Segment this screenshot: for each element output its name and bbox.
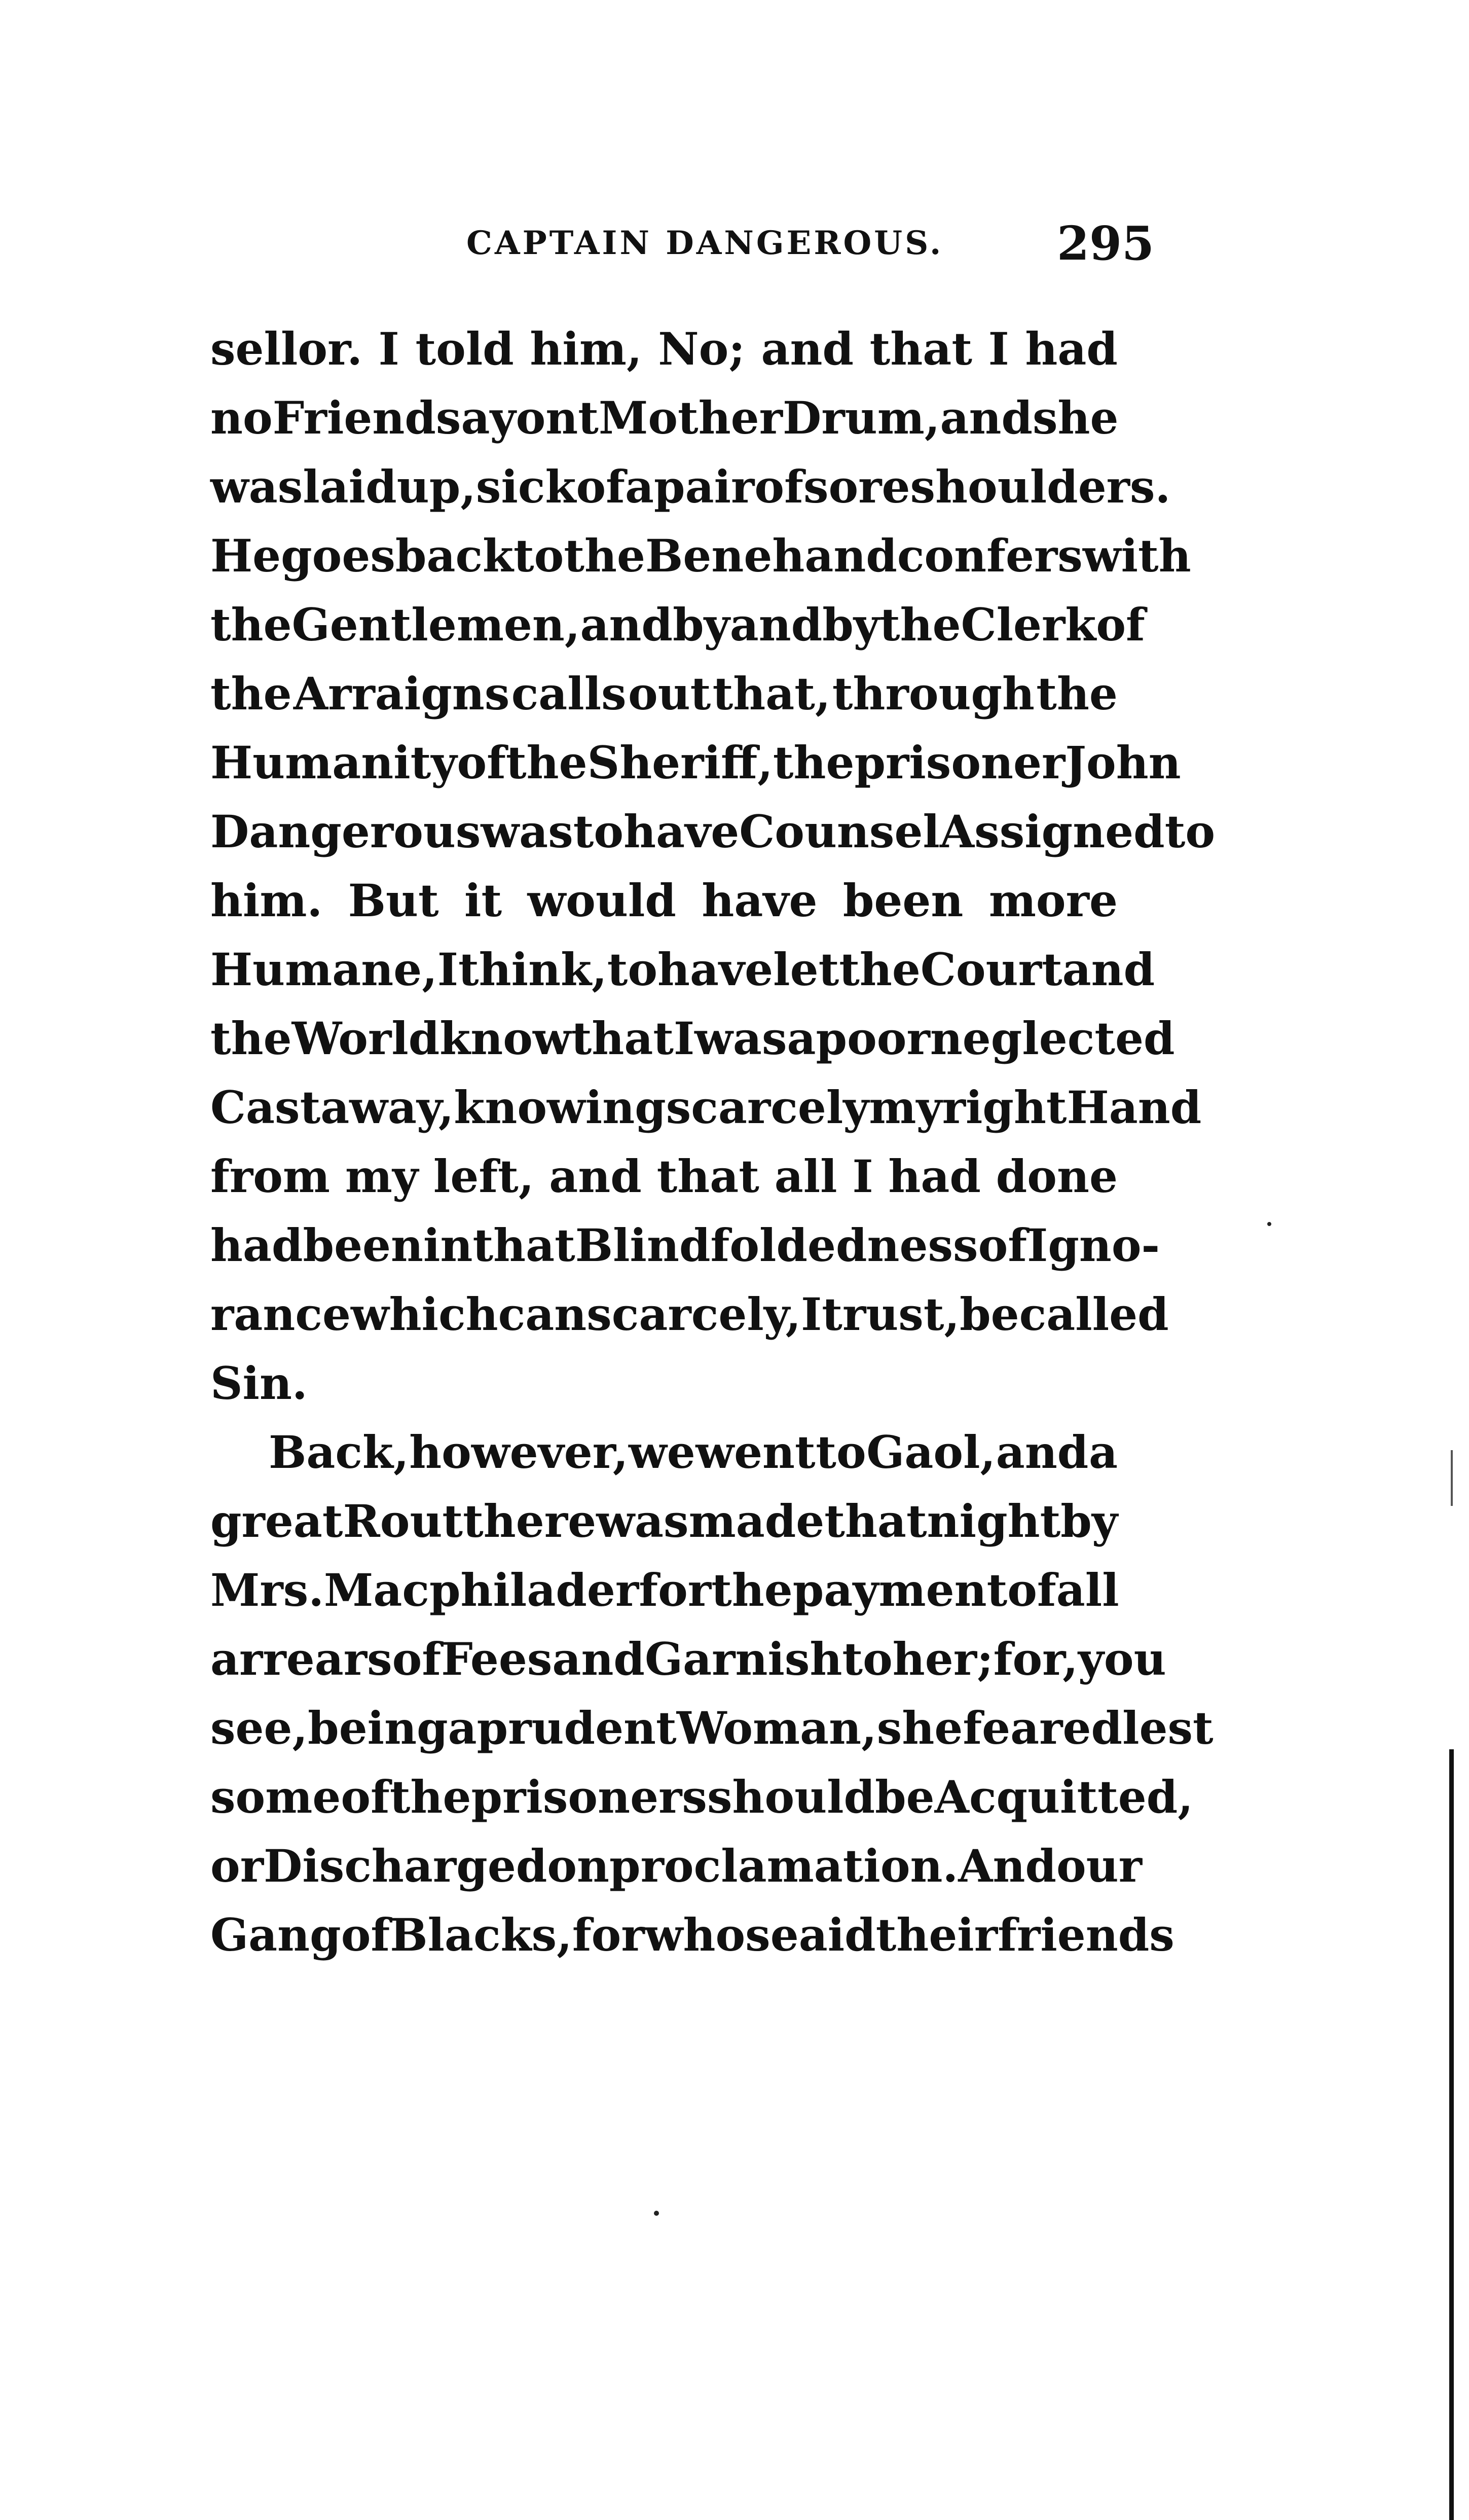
- word: the: [210, 667, 292, 720]
- page-header: [0, 215, 1469, 271]
- word: the: [879, 598, 961, 651]
- word: him,: [530, 322, 642, 375]
- word: a: [448, 1702, 477, 1754]
- word: Mother: [598, 391, 783, 444]
- word: all: [1056, 1564, 1119, 1616]
- word: Discharged: [264, 1840, 547, 1892]
- text-line: [210, 866, 1118, 935]
- word: shoulders.: [910, 460, 1171, 513]
- word: to: [1164, 805, 1216, 858]
- word: that: [472, 1219, 575, 1272]
- word: He: [210, 529, 281, 582]
- word: ayont: [461, 391, 599, 444]
- word: and: [940, 391, 1033, 444]
- word: Beneh: [645, 529, 805, 582]
- text-line: [210, 314, 1118, 383]
- word: of: [392, 1633, 442, 1685]
- word: Arraigns: [293, 667, 510, 720]
- word: to: [842, 1633, 893, 1685]
- word: a: [625, 460, 654, 513]
- word: Gaol,: [866, 1426, 996, 1479]
- word: Garnish: [644, 1633, 842, 1685]
- word: and: [804, 529, 897, 582]
- word: Humanity: [210, 736, 457, 789]
- word: by: [822, 598, 879, 651]
- word: friends: [998, 1909, 1174, 1961]
- word: for: [572, 1909, 645, 1961]
- word: was: [481, 805, 573, 858]
- text-line: [210, 1004, 1175, 1073]
- word: she: [1032, 391, 1119, 444]
- text-line: [210, 1694, 1214, 1762]
- text-line: [210, 1900, 1174, 1969]
- word: that,: [712, 667, 831, 720]
- word: laid: [303, 460, 397, 513]
- word: And: [958, 1840, 1056, 1892]
- word: feared: [963, 1702, 1123, 1754]
- word: the: [210, 598, 292, 651]
- word: sore: [803, 460, 910, 513]
- word: by: [1060, 1495, 1118, 1547]
- word: from: [210, 1150, 330, 1203]
- word: the: [506, 736, 587, 789]
- word: some: [210, 1771, 341, 1823]
- word: which: [350, 1288, 498, 1341]
- word: prisoner: [854, 736, 1066, 789]
- word: been: [842, 874, 964, 927]
- running-title: CAPTAIN DANGEROUS.: [466, 224, 944, 262]
- word: was: [596, 1495, 689, 1547]
- word: whose: [644, 1909, 799, 1961]
- body-text: [210, 314, 1216, 1969]
- word: had: [210, 1219, 303, 1272]
- word: of: [576, 460, 625, 513]
- word: that: [869, 322, 972, 375]
- text-line: [210, 1349, 1118, 1418]
- text-line: [210, 935, 1155, 1004]
- word: and: [549, 1150, 642, 1203]
- word: pair: [654, 460, 755, 513]
- word: in: [423, 1219, 473, 1272]
- text-line: [210, 1073, 1202, 1142]
- text-line: [210, 590, 1145, 659]
- word: would: [527, 874, 676, 927]
- word: Gang: [210, 1909, 341, 1961]
- margin-bar: [1449, 1749, 1454, 2520]
- word: it: [464, 874, 502, 927]
- word: see,: [210, 1702, 308, 1754]
- word: Clerk: [961, 598, 1096, 651]
- word: have: [623, 805, 740, 858]
- word: that: [656, 1150, 759, 1203]
- word: sick: [475, 460, 576, 513]
- word: World: [291, 1012, 440, 1065]
- word: Blacks,: [390, 1909, 572, 1961]
- word: that: [571, 1012, 674, 1065]
- text-line: [210, 452, 1171, 521]
- word: a: [1088, 1426, 1118, 1479]
- word: was: [210, 460, 303, 513]
- word: Blindfoldedness: [575, 1219, 978, 1272]
- word: Acquitted,: [934, 1771, 1193, 1823]
- word: rance: [210, 1288, 351, 1341]
- text-line: [210, 1762, 1193, 1831]
- word: arrears: [210, 1633, 392, 1685]
- word: the: [1036, 667, 1118, 720]
- word: be: [875, 1771, 935, 1823]
- word: Counsel: [739, 805, 940, 858]
- word: the: [564, 529, 645, 582]
- word: goes: [281, 529, 395, 582]
- word: know: [439, 1012, 571, 1065]
- word: Rout: [343, 1495, 463, 1547]
- word: poor: [816, 1012, 930, 1065]
- text-line: [210, 1487, 1118, 1556]
- word: done: [996, 1150, 1118, 1203]
- word: the: [711, 1564, 793, 1616]
- word: called: [1019, 1288, 1169, 1341]
- word: and: [761, 322, 854, 375]
- text-line: [210, 1211, 1160, 1280]
- word: my: [345, 1150, 419, 1203]
- word: been: [303, 1219, 424, 1272]
- word: him.: [210, 874, 323, 927]
- word: No;: [658, 322, 745, 375]
- word: I: [801, 1288, 822, 1341]
- word: confers: [897, 529, 1083, 582]
- word: But: [348, 874, 439, 927]
- ink-speck: [654, 2211, 659, 2216]
- word: her;: [892, 1633, 994, 1685]
- word: Humane,: [210, 943, 437, 996]
- text-line: [210, 521, 1191, 590]
- word: great: [210, 1495, 343, 1547]
- word: being: [308, 1702, 448, 1754]
- word: I: [437, 943, 459, 996]
- word: for,: [993, 1633, 1078, 1685]
- word: of: [978, 1219, 1027, 1272]
- word: Woman,: [676, 1702, 877, 1754]
- text-line: [210, 797, 1216, 866]
- word: went: [695, 1426, 816, 1479]
- word: Macphilader: [323, 1564, 639, 1616]
- margin-mark: [1451, 1450, 1453, 1506]
- word: had: [888, 1150, 981, 1203]
- word: however,: [409, 1426, 629, 1479]
- word: my: [869, 1081, 942, 1134]
- word: John: [1065, 736, 1181, 789]
- word: payment: [792, 1564, 1008, 1616]
- word: told: [415, 322, 514, 375]
- word: I: [988, 322, 1009, 375]
- word: to: [607, 943, 658, 996]
- word: on: [547, 1840, 610, 1892]
- word: of: [341, 1909, 390, 1961]
- word: made: [688, 1495, 825, 1547]
- word: and: [1062, 943, 1155, 996]
- word: scarcely,: [586, 1288, 801, 1341]
- word: Igno-: [1027, 1219, 1160, 1272]
- word: night: [927, 1495, 1061, 1547]
- text-line: [210, 383, 1118, 452]
- word: there: [463, 1495, 597, 1547]
- word: with: [1082, 529, 1191, 582]
- word: Mrs.: [210, 1564, 324, 1616]
- word: had: [1025, 322, 1118, 375]
- word: out: [628, 667, 711, 720]
- word: for: [639, 1564, 712, 1616]
- word: of: [754, 460, 803, 513]
- text-line: [210, 1556, 1118, 1625]
- word: of: [1096, 598, 1145, 651]
- word: up,: [396, 460, 476, 513]
- word: the: [839, 943, 921, 996]
- word: Hand: [1067, 1081, 1202, 1134]
- word: to: [816, 1426, 866, 1479]
- word: Dangerous: [210, 805, 481, 858]
- word: Drum,: [783, 391, 940, 444]
- word: I: [852, 1150, 873, 1203]
- word: lest: [1122, 1702, 1214, 1754]
- word: Fees: [441, 1633, 553, 1685]
- word: prudent: [476, 1702, 677, 1754]
- word: a: [787, 1012, 816, 1065]
- word: I: [378, 322, 399, 375]
- ink-speck: [1267, 1222, 1271, 1226]
- word: more: [988, 874, 1118, 927]
- word: back: [395, 529, 514, 582]
- word: of: [457, 736, 506, 789]
- word: proclamation.: [609, 1840, 959, 1892]
- word: right: [942, 1081, 1067, 1134]
- word: knowing: [454, 1081, 666, 1134]
- text-line: [210, 1625, 1166, 1694]
- word: to: [573, 805, 624, 858]
- text-line: [210, 1142, 1118, 1211]
- word: and: [552, 1633, 645, 1685]
- word: to: [513, 529, 564, 582]
- word: the: [389, 1771, 471, 1823]
- word: their: [875, 1909, 998, 1961]
- word: have: [702, 874, 818, 927]
- text-line: [210, 1418, 1118, 1487]
- word: you: [1078, 1633, 1166, 1685]
- word: let: [773, 943, 839, 996]
- word: should: [707, 1771, 875, 1823]
- word: our: [1056, 1840, 1143, 1892]
- word: Castaway,: [210, 1081, 454, 1134]
- word: Sheriff,: [587, 736, 773, 789]
- word: be: [960, 1288, 1019, 1341]
- word: of: [341, 1771, 390, 1823]
- word: think,: [458, 943, 607, 996]
- word: the: [773, 736, 855, 789]
- word: and: [729, 598, 823, 651]
- word: I: [674, 1012, 695, 1065]
- word: and: [996, 1426, 1089, 1479]
- text-line: [210, 659, 1118, 728]
- word: neglected: [930, 1012, 1175, 1065]
- word: can: [498, 1288, 587, 1341]
- word: aid: [798, 1909, 876, 1961]
- word: Friends: [272, 391, 461, 444]
- word: Assigned: [939, 805, 1165, 858]
- word: through: [832, 667, 1035, 720]
- word: scarcely: [666, 1081, 869, 1134]
- word: Court: [920, 943, 1062, 996]
- word: was: [694, 1012, 787, 1065]
- word: Sin.: [210, 1357, 308, 1410]
- text-line: [210, 1831, 1143, 1900]
- word: of: [1007, 1564, 1056, 1616]
- page-number: 295: [1057, 216, 1155, 271]
- word: prisoners: [471, 1771, 707, 1823]
- word: calls: [511, 667, 627, 720]
- word: we: [628, 1426, 695, 1479]
- word: left,: [433, 1150, 534, 1203]
- word: Back,: [269, 1426, 409, 1479]
- word: all: [774, 1150, 837, 1203]
- word: trust,: [822, 1288, 960, 1341]
- word: have: [657, 943, 774, 996]
- word: and: [580, 598, 673, 651]
- word: Gentlemen,: [291, 598, 580, 651]
- word: that: [824, 1495, 927, 1547]
- text-line: [210, 728, 1181, 797]
- word: sellor.: [210, 322, 363, 375]
- word: no: [210, 391, 273, 444]
- text-line: [210, 1280, 1169, 1349]
- word: she: [876, 1702, 963, 1754]
- word: by: [673, 598, 730, 651]
- word: the: [210, 1012, 292, 1065]
- word: or: [210, 1840, 264, 1892]
